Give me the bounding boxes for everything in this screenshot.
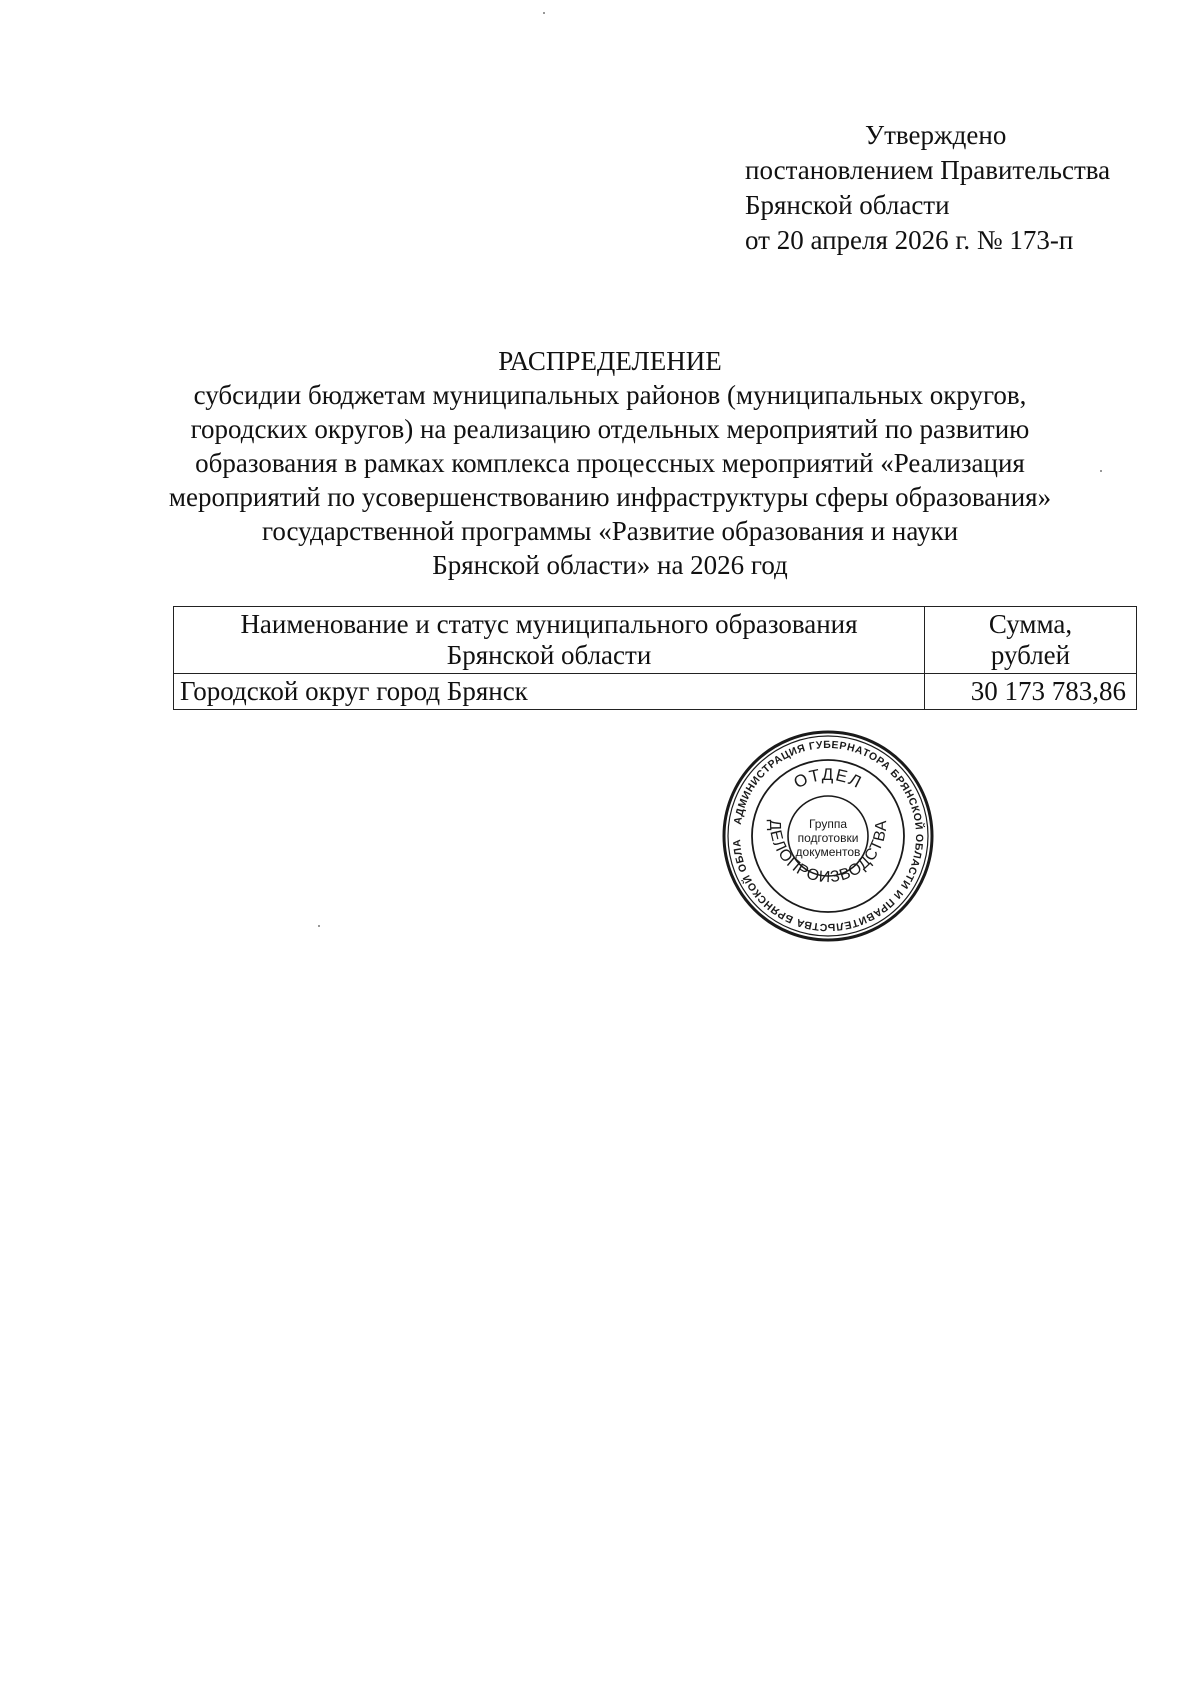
distribution-table-wrap xyxy=(173,606,1137,710)
stamp-outer-ring-text: АДМИНИСТРАЦИЯ ГУБЕРНАТОРА БРЯНСКОЙ ОБЛАСТИ И ПРАВИТЕЛЬСТВА БРЯНСКОЙ ОБЛА xyxy=(730,738,926,934)
approval-line-decree: постановлением Правительства xyxy=(745,155,1111,185)
scan-speck xyxy=(1100,470,1102,472)
document-subtitle-line: образования в рамках комплекса процессных мероприятий «Реализация xyxy=(195,448,1025,478)
official-stamp xyxy=(720,728,936,944)
table-header-row xyxy=(174,607,1137,674)
stamp-inner-ring-text: ДЕЛОПРОИЗВОДСТВА xyxy=(765,819,891,887)
svg-text:ОТДЕЛ xyxy=(791,765,866,792)
document-subtitle-line: субсидии бюджетам муниципальных районов (муниципальных округов, xyxy=(193,380,1027,410)
stamp-center-line: подготовки xyxy=(797,831,859,845)
approval-line-date-number: от 20 апреля 2026 г. № 173-п xyxy=(745,225,1074,255)
stamp-seal-graphic xyxy=(720,728,936,944)
column-header-sum xyxy=(925,607,1137,674)
document-subtitle-line: государственной программы «Развитие образования и науки xyxy=(261,516,959,546)
scan-speck xyxy=(318,925,320,927)
table-row xyxy=(174,674,1137,710)
amount-cell: 30 173 783,86 xyxy=(925,674,1137,710)
document-subtitle-line: мероприятий по усовершенствованию инфраструктуры сферы образования» xyxy=(168,482,1052,512)
approval-block xyxy=(745,118,1165,258)
document-subtitle-line: городских округов) на реализацию отдельных мероприятий по развитию xyxy=(190,414,1030,444)
document-subtitle-line: Брянской области» на 2026 год xyxy=(432,550,788,580)
column-header-sum-line: рублей xyxy=(990,640,1071,670)
approval-line-approved: Утверждено xyxy=(865,120,1007,150)
document-heading: РАСПРЕДЕЛЕНИЕ xyxy=(498,346,722,376)
scan-speck xyxy=(543,12,545,14)
stamp-center-line: документов xyxy=(795,845,861,859)
column-header-name xyxy=(174,607,925,674)
stamp-inner-top-text: ОТДЕЛ xyxy=(790,764,866,793)
approval-line-region: Брянской области xyxy=(745,190,950,220)
column-header-name-line: Брянской области xyxy=(446,640,652,670)
column-header-name-line: Наименование и статус муниципального образования xyxy=(240,609,858,639)
column-header-sum-line: Сумма, xyxy=(988,609,1073,639)
distribution-table xyxy=(173,606,1137,710)
stamp-center-line: Группа xyxy=(808,817,848,831)
document-title-block xyxy=(150,344,1070,582)
municipality-name-cell: Городской округ город Брянск xyxy=(174,674,925,710)
